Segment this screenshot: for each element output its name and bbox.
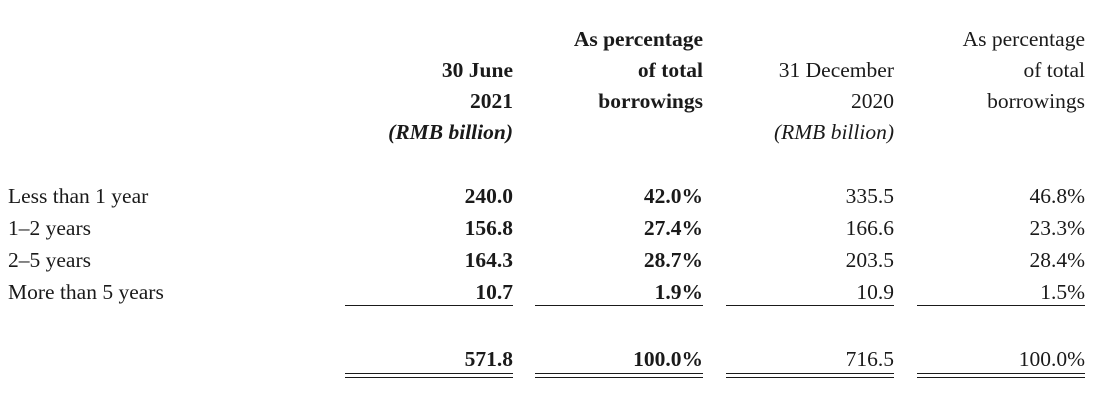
cell-pct-2021: 42.0%: [643, 184, 703, 208]
total-double-rule: [726, 373, 894, 378]
total-dec-2020: 716.5: [845, 347, 894, 371]
header-line: 2020: [851, 89, 894, 113]
header-line: of total: [637, 58, 703, 82]
subtotal-rule: [917, 305, 1085, 306]
cell-jun-2021: 164.3: [464, 248, 513, 272]
cell-pct-2021: 27.4%: [643, 216, 703, 240]
subtotal-rule: [535, 305, 703, 306]
header-line: As percentage: [962, 27, 1085, 51]
cell-pct-2020: 1.5%: [1040, 280, 1085, 304]
total-pct-2020: 100.0%: [1018, 347, 1085, 371]
header-line: 2021: [470, 89, 513, 113]
row-label: More than 5 years: [8, 280, 164, 304]
subtotal-rule: [345, 305, 513, 306]
header-col-dec-2020: [726, 55, 894, 148]
total-pct-2021: 100.0%: [633, 347, 703, 371]
row-label: 2–5 years: [8, 248, 91, 272]
header-line: As percentage: [573, 27, 703, 51]
row-label: Less than 1 year: [8, 184, 149, 208]
cell-pct-2021: 28.7%: [643, 248, 703, 272]
header-col-jun-2021: [345, 55, 513, 148]
cell-dec-2020: 203.5: [845, 248, 894, 272]
header-col-pct-2020: [917, 24, 1085, 117]
header-unit: (RMB billion): [388, 120, 513, 144]
cell-jun-2021: 240.0: [464, 184, 513, 208]
cell-dec-2020: 335.5: [845, 184, 894, 208]
total-jun-2021: 571.8: [464, 347, 513, 371]
cell-jun-2021: 156.8: [464, 216, 513, 240]
subtotal-rule: [726, 305, 894, 306]
cell-dec-2020: 10.9: [856, 280, 894, 304]
header-line: borrowings: [987, 89, 1085, 113]
header-line: borrowings: [598, 89, 703, 113]
header-col-pct-2021: [535, 24, 703, 117]
cell-jun-2021: 10.7: [475, 280, 513, 304]
total-double-rule: [917, 373, 1085, 378]
cell-pct-2021: 1.9%: [654, 280, 703, 304]
header-unit: (RMB billion): [773, 120, 894, 144]
total-double-rule: [345, 373, 513, 378]
header-line: of total: [1023, 58, 1085, 82]
cell-pct-2020: 28.4%: [1029, 248, 1085, 272]
header-line: 30 June: [441, 58, 513, 82]
total-double-rule: [535, 373, 703, 378]
header-line: 31 December: [778, 58, 894, 82]
cell-pct-2020: 23.3%: [1029, 216, 1085, 240]
row-label: 1–2 years: [8, 216, 91, 240]
cell-pct-2020: 46.8%: [1029, 184, 1085, 208]
cell-dec-2020: 166.6: [845, 216, 894, 240]
